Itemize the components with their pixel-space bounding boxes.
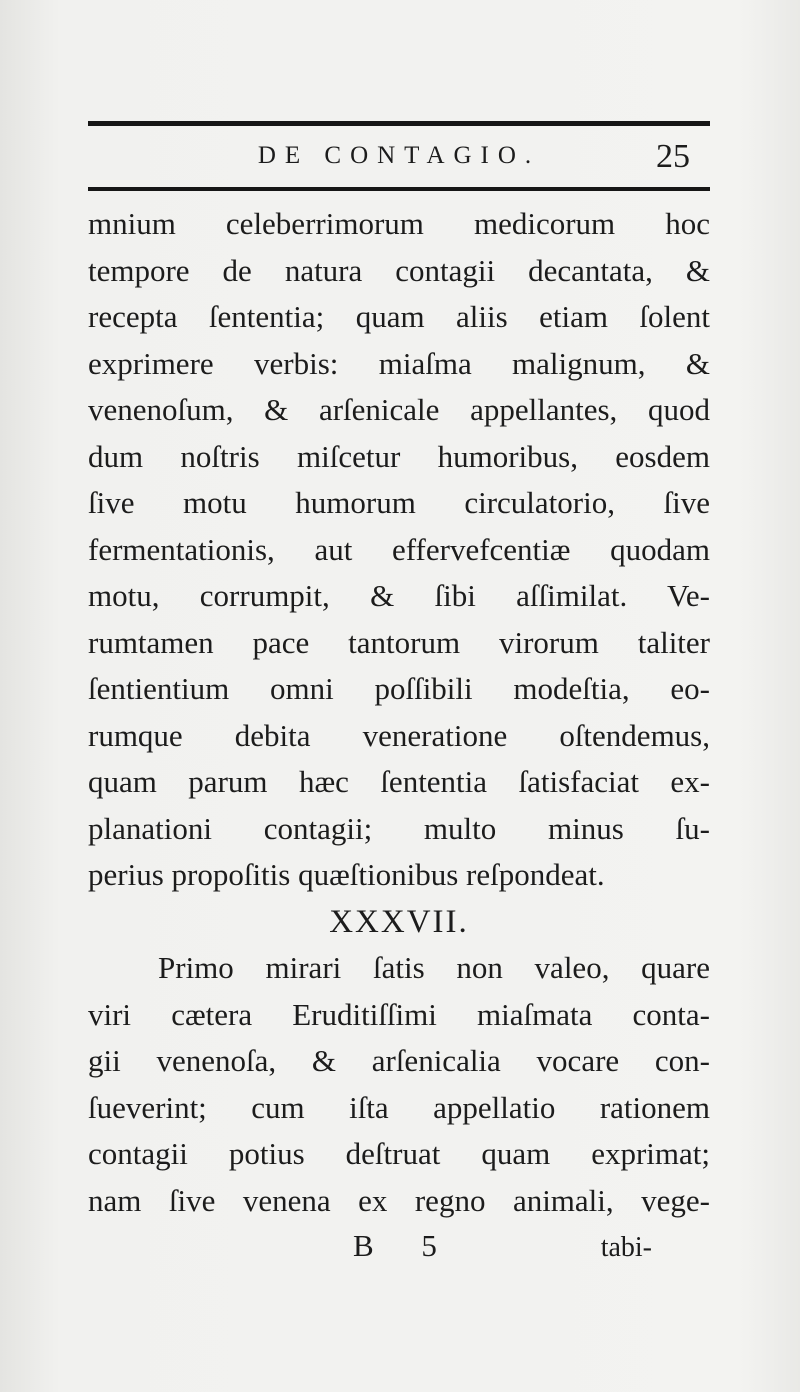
text-line: gii venenoſa, & arſenicalia vocare con- <box>88 1043 710 1078</box>
text-line: venenoſum, & arſenicale appellantes, quod <box>88 392 710 427</box>
header-rule-bottom <box>88 187 710 191</box>
page-number: 25 <box>656 138 690 175</box>
text-line: planationi contagii; multo minus ſu- <box>88 810 710 846</box>
text-line: nam ſive venena ex regno animali, vege- <box>88 1182 710 1218</box>
text-line: rumque debita veneratione oſtendemus, <box>88 717 710 753</box>
text-line: mnium celeberrimorum medicorum hoc <box>88 206 710 241</box>
catchword: tabi- <box>600 1232 652 1263</box>
text-line: ſentientium omni poſſibili modeſtia, eo- <box>88 671 710 706</box>
text-line: fermentationis, aut effervefcentiæ quodam <box>88 531 710 567</box>
signature-mark: B 5 <box>353 1228 457 1263</box>
text-line: perius propoſitis quæſtionibus reſpondeat. <box>88 857 605 892</box>
text-line: rumtamen pace tantorum virorum taliter <box>88 624 710 660</box>
text-line: dum noſtris miſcetur humoribus, eosdem <box>88 438 710 474</box>
text-line: ſive motu humorum circulatorio, ſive <box>88 485 710 520</box>
text-line: ſueverint; cum iſta appellatio rationem <box>88 1089 710 1125</box>
running-title: DE CONTAGIO. <box>257 142 541 169</box>
section-number: XXXVII. <box>329 903 469 940</box>
text-line: contagii potius deſtruat quam exprimat; <box>88 1136 710 1171</box>
page-footer <box>88 1228 710 1268</box>
text-line: quam parum hæc ſententia ſatisfaciat ex- <box>88 764 710 799</box>
running-head <box>88 138 710 182</box>
paragraph-first-line: Primo mirari ſatis non valeo, quare <box>158 950 710 985</box>
text-block <box>88 201 710 1224</box>
text-line: motu, corrumpit, & ſibi aſſimilat. Ve- <box>88 578 710 613</box>
text-line: viri cætera Eruditiſſimi miaſmata conta- <box>88 996 710 1032</box>
text-line: exprimere verbis: miaſma malignum, & <box>88 345 710 381</box>
header-rule-top <box>88 121 710 126</box>
text-line: recepta ſententia; quam aliis etiam ſolent <box>88 299 710 334</box>
text-line: tempore de natura contagii decantata, & <box>88 252 710 288</box>
